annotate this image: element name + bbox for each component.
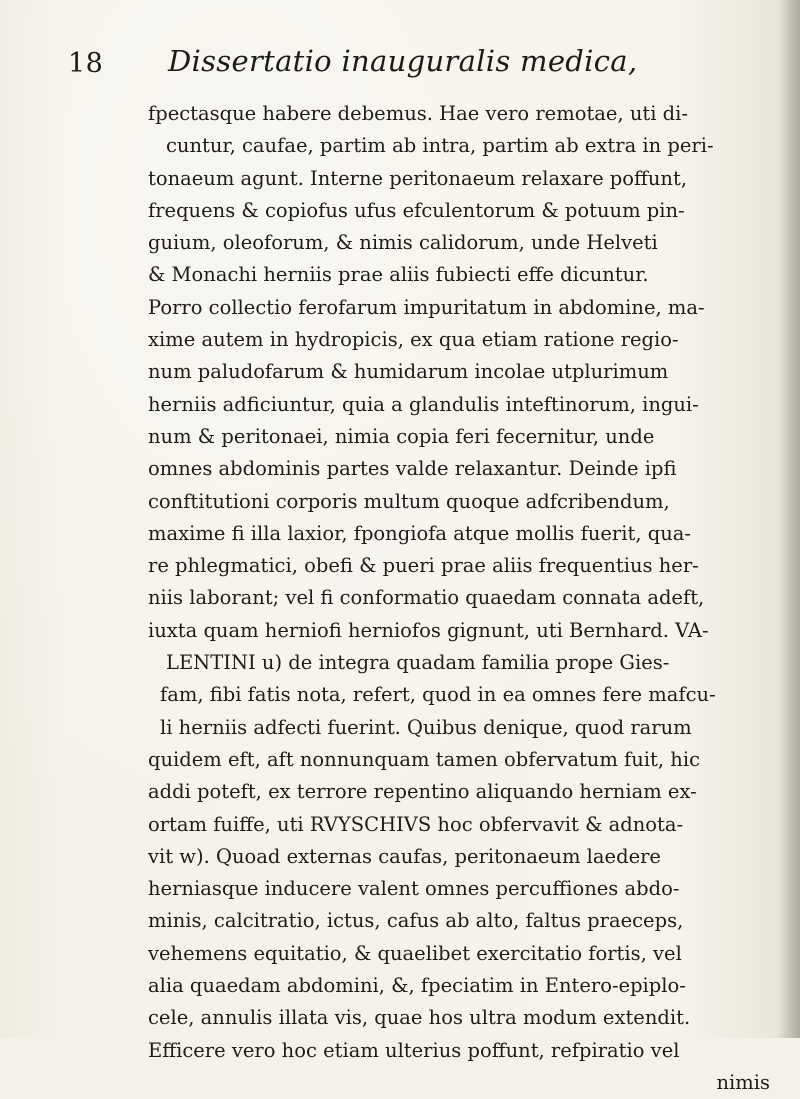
- page-number: 18: [68, 48, 104, 79]
- text-line: herniis adficiuntur, quia a glandulis inteftinorum, ingui-: [148, 392, 699, 416]
- text-line: maxime fi illa laxior, fpongiofa atque mollis fuerit, qua-: [148, 521, 691, 545]
- text-line: fam, fibi fatis nota, refert, quod in ea omnes fere mafcu-: [160, 683, 716, 707]
- text-line: xime autem in hydropicis, ex qua etiam ratione regio-: [148, 328, 679, 352]
- text-line: num paludofarum & humidarum incolae utplurimum: [148, 360, 669, 384]
- text-line: minis, calcitratio, ictus, cafus ab alto, faltus praeceps,: [148, 909, 684, 933]
- text-line: addi poteft, ex terrore repentino aliquando herniam ex-: [148, 780, 697, 804]
- text-line: fpectasque habere debemus. Hae vero remotae, uti di-: [148, 102, 688, 125]
- text-line: Porro collectio ferofarum impuritatum in abdomine, ma-: [148, 295, 705, 319]
- catchword: nimis: [716, 1070, 770, 1094]
- text-line: guium, oleoforum, & nimis calidorum, unde Helveti: [148, 231, 658, 255]
- text-line: iuxta quam herniofi herniofos gignunt, uti Bernhard. VA-: [148, 618, 709, 642]
- text-line: frequens & copiofus ufus efculentorum & potuum pin-: [148, 198, 685, 222]
- text-line: quidem eft, aft nonnunquam tamen obfervatum fuit, hic: [148, 747, 700, 771]
- page-edge-shadow: [778, 0, 800, 1038]
- text-line: & Monachi herniis prae aliis fubiecti effe dicuntur.: [148, 263, 649, 287]
- text-line: cuntur, caufae, partim ab intra, partim ab extra in peri-: [166, 134, 714, 158]
- text-line: num & peritonaei, nimia copia feri fecernitur, unde: [148, 424, 655, 448]
- text-line: re phlegmatici, obefi & pueri prae aliis frequentius her-: [148, 554, 699, 578]
- text-line: conftitutioni corporis multum quoque adfcribendum,: [148, 489, 670, 513]
- text-line: niis laborant; vel fi conformatio quaedam connata adeft,: [148, 586, 705, 610]
- text-line: vehemens equitatio, & quaelibet exercitatio fortis, vel: [148, 941, 682, 965]
- text-line: li herniis adfecti fuerint. Quibus denique, quod rarum: [160, 715, 692, 739]
- body-text: [148, 98, 776, 1099]
- text-line: ortam fuiffe, uti RVYSCHIVS hoc obfervavit & adnota-: [148, 812, 684, 836]
- text-line: omnes abdominis partes valde relaxantur. Deinde ipfi: [148, 457, 677, 481]
- running-head: Dissertatio inauguralis medica,: [168, 44, 638, 78]
- text-line: Efficere vero hoc etiam ulterius poffunt, refpiratio vel: [148, 1038, 680, 1062]
- text-line: alia quaedam abdomini, &, fpeciatim in Entero-epiplo-: [148, 974, 686, 998]
- page-header: [68, 44, 728, 84]
- text-line: tonaeum agunt. Interne peritonaeum relaxare poffunt,: [148, 166, 688, 190]
- text-line: vit w). Quoad externas caufas, peritonaeum laedere: [148, 844, 661, 868]
- text-line: cele, annulis illata vis, quae hos ultra modum extendit.: [148, 1006, 691, 1030]
- text-line: LENTINI u) de integra quadam familia prope Gies-: [166, 651, 670, 675]
- text-line: herniasque inducere valent omnes percuffiones abdo-: [148, 877, 680, 901]
